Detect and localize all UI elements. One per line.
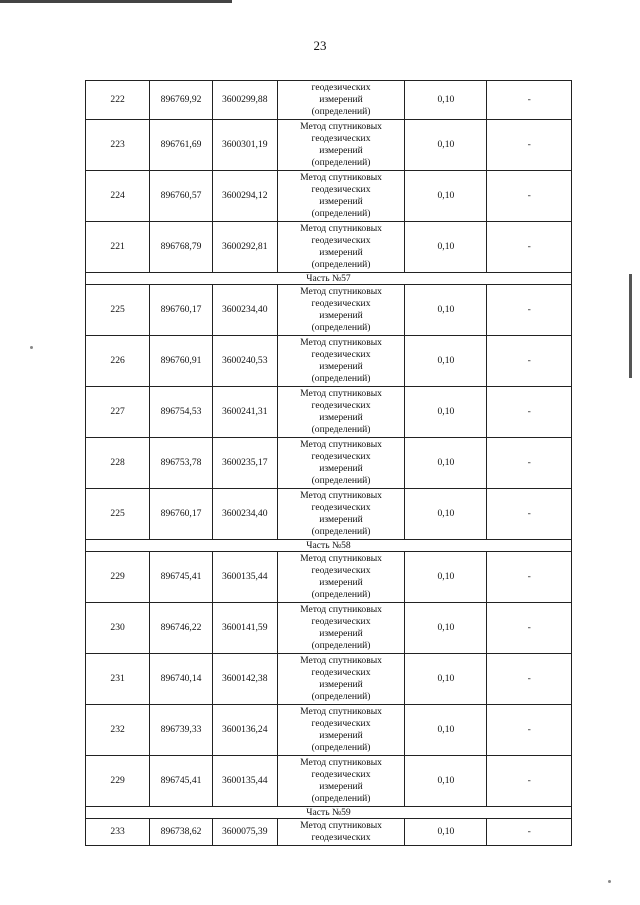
table-row bbox=[86, 120, 572, 171]
coord-x: 896760,91 bbox=[150, 336, 213, 387]
method-line: геодезических bbox=[311, 133, 371, 144]
coord-y: 3600234,40 bbox=[212, 285, 277, 336]
extra-value: - bbox=[487, 387, 572, 438]
table-row bbox=[86, 603, 572, 654]
point-id: 226 bbox=[86, 336, 150, 387]
method-cell bbox=[277, 222, 405, 273]
method-line: геодезических bbox=[311, 400, 371, 411]
coord-x: 896760,17 bbox=[150, 285, 213, 336]
table-row bbox=[86, 705, 572, 756]
method-line: (определений) bbox=[311, 208, 371, 219]
method-line: измерений bbox=[319, 730, 363, 741]
coordinates-table bbox=[85, 80, 572, 846]
table-row bbox=[86, 654, 572, 705]
table-row bbox=[86, 81, 572, 120]
accuracy-value: 0,10 bbox=[405, 819, 487, 846]
method-line: Метод спутниковых bbox=[300, 655, 382, 666]
method-line: измерений bbox=[319, 361, 363, 372]
method-line: Метод спутниковых bbox=[300, 121, 382, 132]
method-cell bbox=[277, 285, 405, 336]
method-line: Метод спутниковых bbox=[300, 706, 382, 717]
method-line: Метод спутниковых bbox=[300, 604, 382, 615]
method-line: измерений bbox=[319, 94, 363, 105]
table-row bbox=[86, 387, 572, 438]
coord-x: 896769,92 bbox=[150, 81, 213, 120]
point-id: 230 bbox=[86, 603, 150, 654]
part-label: Часть №59 bbox=[86, 807, 572, 819]
accuracy-value: 0,10 bbox=[405, 222, 487, 273]
extra-value: - bbox=[487, 819, 572, 846]
method-cell bbox=[277, 120, 405, 171]
method-line: измерений bbox=[319, 463, 363, 474]
extra-value: - bbox=[487, 603, 572, 654]
method-line: (определений) bbox=[311, 793, 371, 804]
method-cell bbox=[277, 336, 405, 387]
accuracy-value: 0,10 bbox=[405, 654, 487, 705]
accuracy-value: 0,10 bbox=[405, 705, 487, 756]
method-line: измерений bbox=[319, 145, 363, 156]
method-line: (определений) bbox=[311, 526, 371, 537]
extra-value: - bbox=[487, 336, 572, 387]
part-header-row bbox=[86, 273, 572, 285]
extra-value: - bbox=[487, 171, 572, 222]
part-label: Часть №58 bbox=[86, 540, 572, 552]
extra-value: - bbox=[487, 438, 572, 489]
coord-y: 3600241,31 bbox=[212, 387, 277, 438]
coord-x: 896746,22 bbox=[150, 603, 213, 654]
table-row bbox=[86, 171, 572, 222]
table-row bbox=[86, 438, 572, 489]
coord-y: 3600292,81 bbox=[212, 222, 277, 273]
method-line: геодезических bbox=[311, 565, 371, 576]
coord-x: 896760,57 bbox=[150, 171, 213, 222]
coord-y: 3600141,59 bbox=[212, 603, 277, 654]
accuracy-value: 0,10 bbox=[405, 285, 487, 336]
coord-x: 896745,41 bbox=[150, 756, 213, 807]
method-line: Метод спутниковых bbox=[300, 388, 382, 399]
method-line: геодезических bbox=[311, 502, 371, 513]
method-line: измерений bbox=[319, 196, 363, 207]
table-row bbox=[86, 819, 572, 846]
point-id: 227 bbox=[86, 387, 150, 438]
table-row bbox=[86, 756, 572, 807]
coord-x: 896760,17 bbox=[150, 489, 213, 540]
extra-value: - bbox=[487, 756, 572, 807]
extra-value: - bbox=[487, 120, 572, 171]
method-cell bbox=[277, 171, 405, 222]
point-id: 225 bbox=[86, 285, 150, 336]
method-line: Метод спутниковых bbox=[300, 223, 382, 234]
method-line: (определений) bbox=[311, 259, 371, 270]
accuracy-value: 0,10 bbox=[405, 756, 487, 807]
extra-value: - bbox=[487, 489, 572, 540]
method-line: геодезических bbox=[311, 235, 371, 246]
coord-y: 3600142,38 bbox=[212, 654, 277, 705]
method-line: Метод спутниковых bbox=[300, 553, 382, 564]
point-id: 229 bbox=[86, 552, 150, 603]
table-row bbox=[86, 222, 572, 273]
coord-y: 3600136,24 bbox=[212, 705, 277, 756]
method-line: геодезических bbox=[311, 451, 371, 462]
method-cell bbox=[277, 81, 405, 120]
method-line: геодезических bbox=[311, 349, 371, 360]
coord-y: 3600294,12 bbox=[212, 171, 277, 222]
point-id: 223 bbox=[86, 120, 150, 171]
method-line: Метод спутниковых bbox=[300, 337, 382, 348]
accuracy-value: 0,10 bbox=[405, 120, 487, 171]
method-line: (определений) bbox=[311, 589, 371, 600]
coord-y: 3600135,44 bbox=[212, 552, 277, 603]
point-id: 225 bbox=[86, 489, 150, 540]
extra-value: - bbox=[487, 285, 572, 336]
method-line: (определений) bbox=[311, 475, 371, 486]
method-line: Метод спутниковых bbox=[300, 757, 382, 768]
method-line: геодезических bbox=[311, 718, 371, 729]
method-line: (определений) bbox=[311, 106, 371, 117]
accuracy-value: 0,10 bbox=[405, 81, 487, 120]
coord-y: 3600235,17 bbox=[212, 438, 277, 489]
accuracy-value: 0,10 bbox=[405, 387, 487, 438]
page-number: 23 bbox=[313, 38, 327, 53]
point-id: 224 bbox=[86, 171, 150, 222]
method-line: измерений bbox=[319, 628, 363, 639]
method-line: измерений bbox=[319, 247, 363, 258]
extra-value: - bbox=[487, 552, 572, 603]
table-row bbox=[86, 489, 572, 540]
method-cell bbox=[277, 654, 405, 705]
part-label: Часть №57 bbox=[86, 273, 572, 285]
table-row bbox=[86, 552, 572, 603]
method-line: (определений) bbox=[311, 424, 371, 435]
table-row bbox=[86, 285, 572, 336]
scan-speck bbox=[30, 346, 33, 349]
table-row bbox=[86, 336, 572, 387]
accuracy-value: 0,10 bbox=[405, 171, 487, 222]
method-cell bbox=[277, 819, 405, 846]
method-line: измерений bbox=[319, 781, 363, 792]
method-cell bbox=[277, 603, 405, 654]
method-line: (определений) bbox=[311, 373, 371, 384]
accuracy-value: 0,10 bbox=[405, 438, 487, 489]
method-line: геодезических bbox=[311, 82, 371, 93]
method-line: Метод спутниковых bbox=[300, 172, 382, 183]
method-line: измерений bbox=[319, 679, 363, 690]
extra-value: - bbox=[487, 81, 572, 120]
accuracy-value: 0,10 bbox=[405, 489, 487, 540]
method-line: (определений) bbox=[311, 640, 371, 651]
point-id: 229 bbox=[86, 756, 150, 807]
coord-y: 3600234,40 bbox=[212, 489, 277, 540]
point-id: 222 bbox=[86, 81, 150, 120]
coord-x: 896754,53 bbox=[150, 387, 213, 438]
method-line: геодезических bbox=[311, 769, 371, 780]
method-line: Метод спутниковых bbox=[300, 820, 382, 831]
method-line: геодезических bbox=[311, 298, 371, 309]
accuracy-value: 0,10 bbox=[405, 552, 487, 603]
scan-speck bbox=[608, 880, 611, 883]
point-id: 221 bbox=[86, 222, 150, 273]
method-line: геодезических bbox=[311, 832, 371, 843]
method-line: геодезических bbox=[311, 184, 371, 195]
coord-y: 3600075,39 bbox=[212, 819, 277, 846]
method-cell bbox=[277, 705, 405, 756]
method-cell bbox=[277, 489, 405, 540]
extra-value: - bbox=[487, 222, 572, 273]
method-line: геодезических bbox=[311, 616, 371, 627]
method-line: (определений) bbox=[311, 322, 371, 333]
coord-x: 896761,69 bbox=[150, 120, 213, 171]
point-id: 231 bbox=[86, 654, 150, 705]
method-cell bbox=[277, 387, 405, 438]
method-cell bbox=[277, 438, 405, 489]
accuracy-value: 0,10 bbox=[405, 336, 487, 387]
point-id: 233 bbox=[86, 819, 150, 846]
method-line: измерений bbox=[319, 514, 363, 525]
method-line: (определений) bbox=[311, 691, 371, 702]
coord-x: 896768,79 bbox=[150, 222, 213, 273]
method-line: измерений bbox=[319, 310, 363, 321]
coord-y: 3600135,44 bbox=[212, 756, 277, 807]
method-line: (определений) bbox=[311, 157, 371, 168]
coord-x: 896745,41 bbox=[150, 552, 213, 603]
point-id: 232 bbox=[86, 705, 150, 756]
part-header-row bbox=[86, 807, 572, 819]
extra-value: - bbox=[487, 654, 572, 705]
coord-x: 896739,33 bbox=[150, 705, 213, 756]
part-header-row bbox=[86, 540, 572, 552]
coord-x: 896738,62 bbox=[150, 819, 213, 846]
method-line: Метод спутниковых bbox=[300, 490, 382, 501]
method-line: Метод спутниковых bbox=[300, 286, 382, 297]
method-line: Метод спутниковых bbox=[300, 439, 382, 450]
extra-value: - bbox=[487, 705, 572, 756]
coord-y: 3600299,88 bbox=[212, 81, 277, 120]
point-id: 228 bbox=[86, 438, 150, 489]
scan-margin-mark bbox=[629, 274, 632, 378]
coord-x: 896740,14 bbox=[150, 654, 213, 705]
method-line: измерений bbox=[319, 412, 363, 423]
scan-edge-line bbox=[0, 0, 232, 3]
method-cell bbox=[277, 552, 405, 603]
method-line: геодезических bbox=[311, 667, 371, 678]
coord-y: 3600301,19 bbox=[212, 120, 277, 171]
method-line: измерений bbox=[319, 577, 363, 588]
accuracy-value: 0,10 bbox=[405, 603, 487, 654]
coord-y: 3600240,53 bbox=[212, 336, 277, 387]
coord-x: 896753,78 bbox=[150, 438, 213, 489]
method-line: (определений) bbox=[311, 742, 371, 753]
method-cell bbox=[277, 756, 405, 807]
